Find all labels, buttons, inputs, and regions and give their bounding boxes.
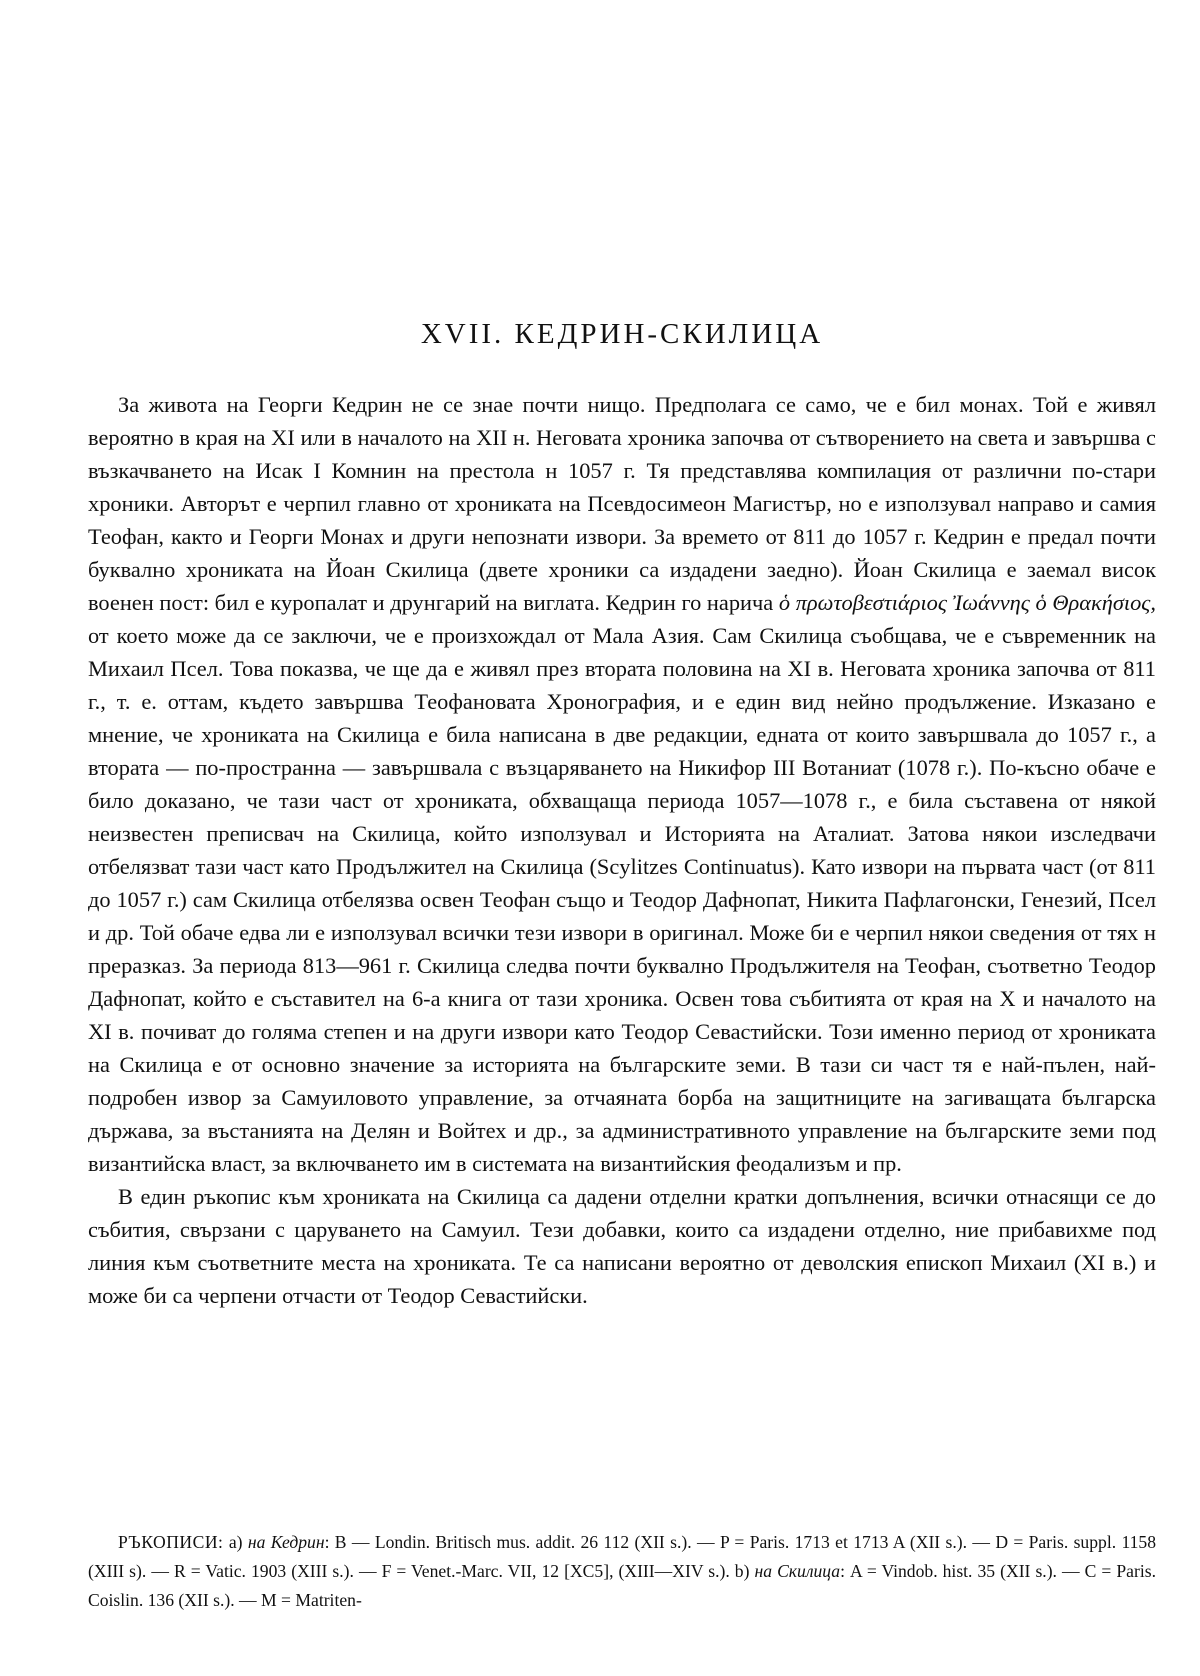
manuscripts-b-marker: b) [734,1561,750,1581]
paragraph-additions: В един ръкопис към хрониката на Скилица са дадени отделни кратки допълнения, всички отнасящи се до събития, свързани с царуването на Самуил. Тези добавки, които са издадени отделно, ние прибавихме под линия към съответните места на хрониката. Те са написани вероятно от деволския епископ Михаил (XI в.) и може би са черпени отчасти от Теодор Севастийски. [88,1184,1156,1308]
manuscripts-a-title: на Кедрин [247,1532,325,1552]
chapter-title: XVII. КЕДРИН-СКИЛИЦА [420,318,824,350]
document-page [88,0,1156,1676]
manuscripts-b-text: : A = Vindob. hist. 35 (XII s.). — C = Paris. Coislin. 136 (XII s.). — M = Matriten- [88,1561,1156,1610]
manuscripts-a-text: : B — Londin. Britisch mus. addit. 26 112 (XII s.). — P = Paris. 1713 et 1713 A (XII s.). — D = Paris. suppl. 1158 (XIII s). — R = Vatic. 1903 (XIII s.). — F = Venet.-Marc. VII, 12 [XC5], (XIII—XIV s.). [88,1532,1156,1581]
paragraph-1-part-2: от което може да се заключи, че е произхождал от Мала Азия. Сам Скилица съобщава, че е съвременник на Михаил Псел. Това показва, че ще да е живял през втората половина на XI в. Неговата хроника започва от 811 г., т. е. оттам, където завършва Теофановата Хронография, и е един вид нейно продължение. Изказано е мнение, че хрониката на Скилица е била написана в две редакции, едната от които завършвала до 1057 г., а втората — по-пространна — завършвала с възцаряването на Никифор III Вотаниат (1078 г.). По-късно обаче е било доказано, че тази част от хрониката, обхващаща периода 1057—1078 г., е била съставена от някой неизвестен преписвач на Скилица, който използувал и Историята на Аталиат. Затова някои изследвачи отбелязват тази част като Продължител на Скилица (Scylitzes Continuatus). Като извори на първата част (от 811 до 1057 г.) сам Скилица отбелязва освен Теофан също и Теодор Дафнопат, Никита Пафлагонски, Генезий, Псел и др. Той обаче едва ли е използувал всички тези извори в оригинал. Може би е черпил някои сведения от тях н преразказ. За периода 813—961 г. Скилица следва почти буквално Продължителя на Теофан, съответно Теодор Дафнопат, който е съставител на 6-а книга от тази хроника. Освен това събитията от края на X и началото на XI в. почиват до голяма степен и на други извори като Теодор Севастийски. Този именно период от хрониката на Скилица е от основно значение за историята на българските земи. В тази си част тя е най-пълен, най-подробен извор за Самуиловото управление, за отчаяната борба на защитниците на загиващата българска държава, за въстанията на Делян и Войтех и др., за административното управление на българските земи под византийска власт, за включването им в системата на византийския феодализъм и пр. [88,623,1156,1176]
manuscripts-note [88,1528,1156,1615]
manuscripts-a-marker: а) [228,1532,243,1552]
paragraph-1-part-1: За живота на Георги Кедрин не се знае почти нищо. Предполага се само, че е бил монах. Той е живял вероятно в края на XI или в началото на XII н. Неговата хроника започва от сътворението на света и завършва с възкачването на Исак I Комнин на престола н 1057 г. Тя представлява компилация от различни по-стари хроники. Авторът е черпил главно от хрониката на Псевдосимеон Магистър, но е използувал направо и самия Теофан, както и Георги Монах и други непознати извори. За времето от 811 до 1057 г. Кедрин е предал почти буквално хрониката на Йоан Скилица (двете хроники са издадени заедно). Йоан Скилица е заемал висок военен пост: бил е куропалат и друнгарий на виглата. Кедрин го нарича [88,392,1156,615]
body-text [88,388,1156,1312]
manuscripts-b-title: на Скилица [754,1561,841,1581]
paragraph-kedrin-skylitzes [88,388,1156,1180]
greek-quotation: ὁ πρωτοβεστιάριος Ἰωάννης ὁ Θρακήσιος, [778,590,1156,615]
manuscripts-label: РЪКОПИСИ: [118,1532,224,1552]
